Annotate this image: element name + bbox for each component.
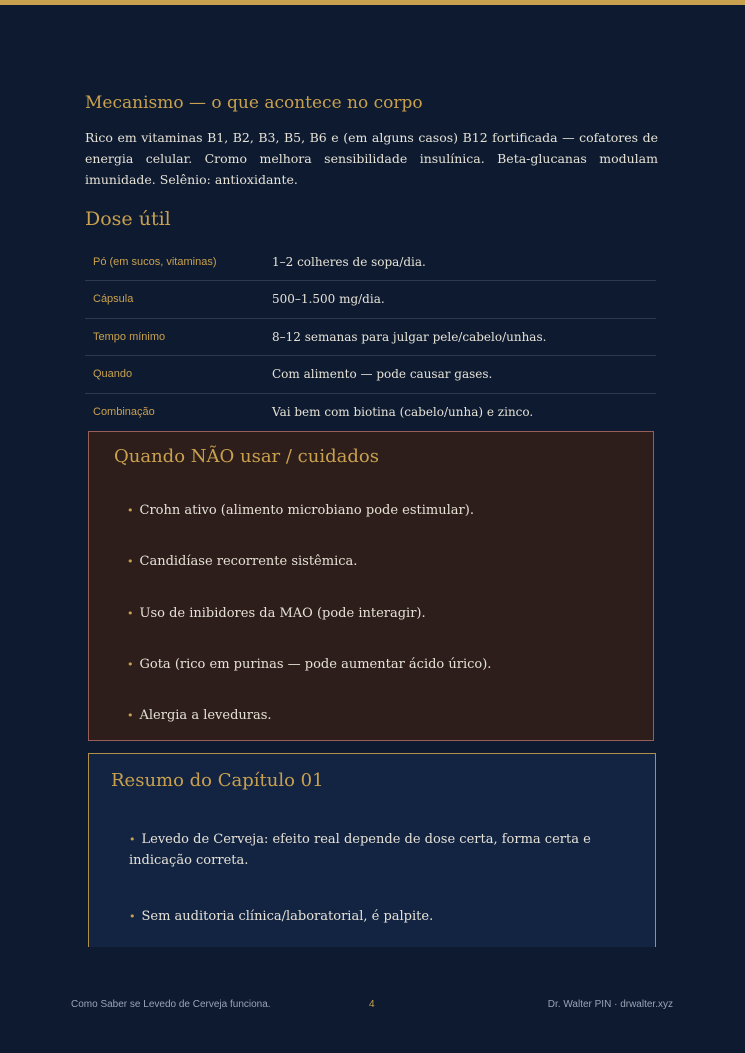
- list-item: [129, 906, 629, 927]
- dose-label: Pó (em sucos, vitaminas): [93, 255, 217, 268]
- dose-value: 1–2 colheres de sopa/dia.: [272, 254, 426, 269]
- dose-value: Com alimento — pode causar gases.: [272, 367, 493, 382]
- warning-text: Candidíase recorrente sistêmica.: [139, 554, 358, 570]
- summary-text: Sem auditoria clínica/laboratorial, é palpite.: [141, 909, 434, 924]
- warnings-list: [127, 498, 491, 754]
- dose-value: 500–1.500 mg/dia.: [272, 292, 385, 307]
- dose-label: Tempo mínimo: [93, 330, 166, 343]
- dose-heading: Dose útil: [85, 208, 171, 230]
- mechanism-heading: Mecanismo — o que acontece no corpo: [85, 93, 423, 113]
- bullet-icon: •: [129, 910, 136, 923]
- table-row: [85, 393, 656, 431]
- dose-value: Vai bem com biotina (cabelo/unha) e zinco.: [272, 405, 534, 419]
- table-row: [85, 281, 656, 319]
- list-item: [127, 549, 491, 600]
- dose-value: 8–12 semanas para julgar pele/cabelo/unhas.: [272, 329, 547, 344]
- bullet-icon: •: [127, 504, 134, 517]
- warning-text: Uso de inibidores da MAO (pode interagir).: [139, 605, 426, 621]
- table-row: [85, 318, 656, 356]
- summary-list: [129, 829, 629, 927]
- bullet-icon: •: [127, 555, 134, 569]
- list-item: [127, 652, 491, 703]
- bullet-icon: •: [129, 833, 136, 846]
- bullet-icon: •: [127, 657, 134, 671]
- bullet-icon: •: [127, 606, 134, 620]
- warning-text: Alergia a leveduras.: [139, 708, 272, 724]
- warning-text: Gota (rico em purinas — pode aumentar ácido úrico).: [139, 656, 492, 672]
- summary-box: [88, 753, 656, 947]
- list-item: [127, 703, 491, 754]
- warnings-box: [88, 431, 654, 741]
- dose-table: [85, 243, 656, 431]
- warning-text: Crohn ativo (alimento microbiano pode estimular).: [139, 503, 474, 518]
- dose-label: Combinação: [93, 406, 155, 418]
- mechanism-paragraph: Rico em vitaminas B1, B2, B3, B5, B6 e (em alguns casos) B12 fortificada — cofatores de energia celular. Cromo melhora sensibilidade insulínica. Beta-glucanas modulam imunidade. Selênio: antioxidante.: [85, 130, 658, 187]
- dose-label: Quando: [93, 368, 133, 381]
- table-row: [85, 243, 656, 281]
- summary-text: Levedo de Cerveja: efeito real depende de dose certa, forma certa e indicação correta.: [129, 832, 591, 868]
- page-number: 4: [369, 999, 375, 1010]
- warnings-heading: Quando NÃO usar / cuidados: [114, 446, 379, 467]
- footer-title: Como Saber se Levedo de Cerveja funciona.: [71, 999, 271, 1010]
- footer-author: Dr. Walter PIN · drwalter.xyz: [547, 999, 673, 1010]
- top-accent-bar: [0, 0, 745, 5]
- list-item: [127, 601, 491, 652]
- list-item: [129, 829, 629, 871]
- summary-heading: Resumo do Capítulo 01: [111, 770, 324, 791]
- list-item: [127, 498, 491, 549]
- bullet-icon: •: [127, 709, 134, 723]
- dose-label: Cápsula: [93, 293, 134, 306]
- table-row: [85, 356, 656, 394]
